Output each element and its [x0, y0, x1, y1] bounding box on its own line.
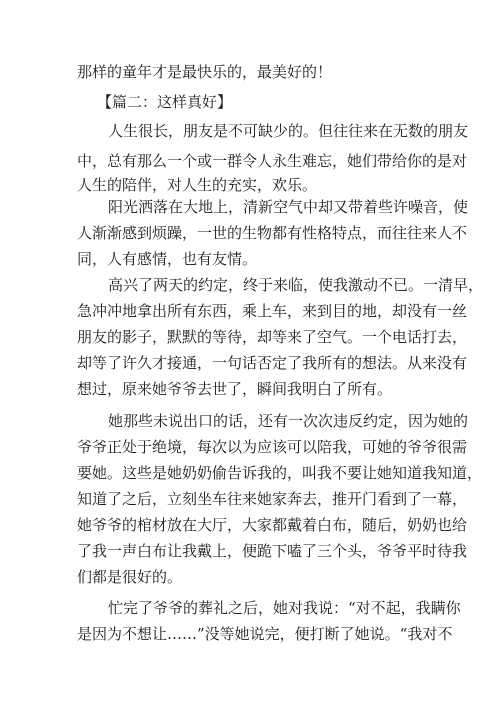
- text-line: 们都是很好的。: [77, 568, 183, 586]
- text-line: 中，总有那么一个或一群令人永生难忘，她们带给你的是对: [77, 152, 468, 170]
- text-line: 要她。这些是她奶奶偷告诉我的，叫我不要让她知道我知道，: [77, 464, 483, 482]
- text-line: 知道了之后，立刻坐车往来她家奔去，推开门看到了一幕，: [77, 490, 468, 508]
- text-line: 想过，原来她爷爷去世了，瞬间我明白了所有。: [77, 380, 393, 398]
- text-line: 那样的童年才是最快乐的，最美好的！: [77, 63, 333, 81]
- text-line: 忙完了爷爷的葬礼之后，她对我说：“对不起，我瞒你: [108, 599, 461, 617]
- text-line: 是因为不想让……”没等她说完，便打断了她说。“我对不: [77, 625, 453, 643]
- text-line: 了我一声白布让我戴上，便跪下嗑了三个头，爷爷平时待我: [77, 542, 468, 560]
- text-line: 人生的陪伴，对人生的充实，欢乐。: [77, 176, 318, 194]
- section-heading: 【篇二：这样真好】: [97, 93, 233, 111]
- text-line: 却等了许久才接通，一句话否定了我所有的想法。从来没有: [77, 354, 468, 372]
- text-line: 人渐渐感到烦躁，一世的生物都有性格特点，而往往来人不: [77, 224, 468, 242]
- text-line: 阳光洒落在大地上，清新空气中却又带着些许噪音，使: [108, 198, 469, 216]
- text-line: 朋友的影子，默默的等待，却等来了空气。一个电话打去，: [77, 328, 468, 346]
- text-line: 急冲冲地拿出所有东西，乘上车，来到目的地，却没有一丝: [77, 302, 468, 320]
- text-line: 她爷爷的棺材放在大厅，大家都戴着白布，随后，奶奶也给: [77, 516, 468, 534]
- text-line: 爷爷正处于绝境，每次以为应该可以陪我，可她的爷爷很需: [77, 438, 468, 456]
- text-line: 她那些未说出口的话，还有一次次违反约定，因为她的: [108, 412, 469, 430]
- text-line: 同，人有感情，也有友情。: [77, 250, 258, 268]
- text-line: 高兴了两天的约定，终于来临，使我激动不已。一清早，: [108, 276, 484, 294]
- text-line: 人生很长，朋友是不可缺少的。但往往来在无数的朋友: [108, 122, 469, 140]
